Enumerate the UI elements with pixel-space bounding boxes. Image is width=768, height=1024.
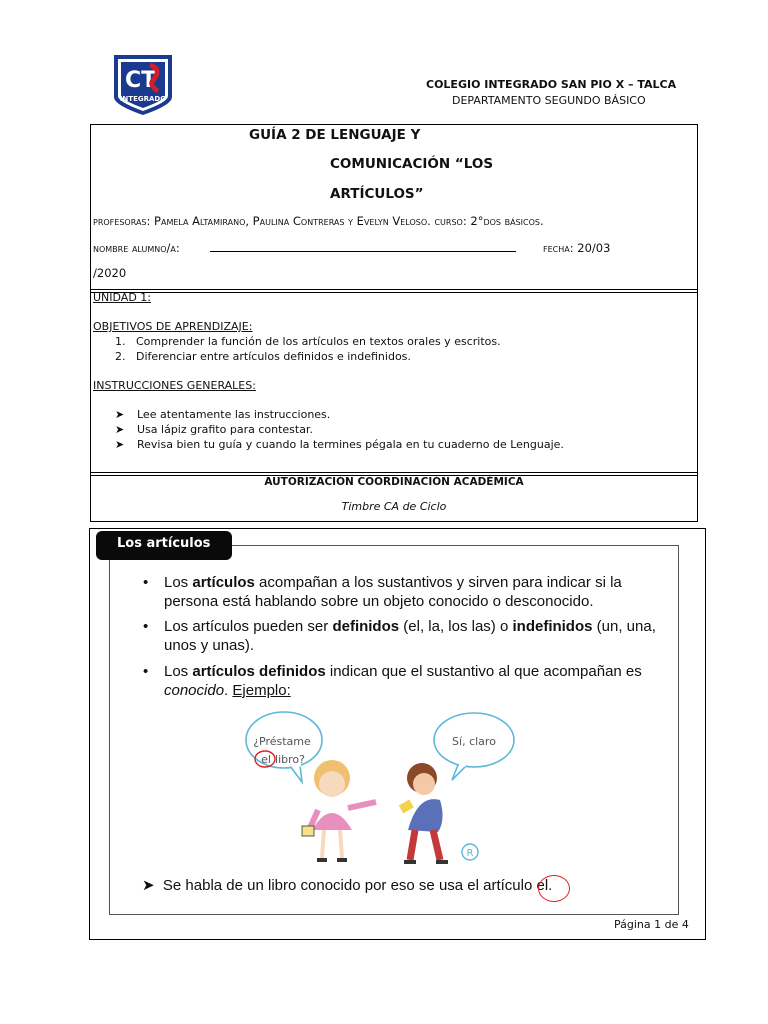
- objectives-heading: OBJETIVOS DE APRENDIZAJE:: [93, 320, 253, 333]
- course-label: curso:: [434, 214, 467, 228]
- date-row: [543, 241, 610, 255]
- lesson-tab-label: Los artículos: [96, 531, 232, 560]
- divider: [90, 289, 698, 290]
- school-name: COLEGIO INTEGRADO SAN PIO X – TALCA: [426, 78, 677, 91]
- department-name: DEPARTAMENTO SEGUNDO BÁSICO: [452, 94, 646, 107]
- instruction-item: ➤ Usa lápiz grafito para contestar.: [115, 423, 313, 436]
- instruction-item: ➤ Lee atentamente las instrucciones.: [115, 408, 331, 421]
- bullet-icon: •: [143, 663, 149, 680]
- course-value: 2°dos básicos.: [470, 214, 544, 228]
- bubble-left-article: el: [261, 753, 271, 766]
- bubble-right-text: Sí, claro: [452, 735, 496, 748]
- lesson-paragraph: • Los artículos pueden ser definidos (el, la, los las) o indefinidos (un, una, unos y unas).: [143, 618, 656, 654]
- lesson-paragraph: • Los artículos acompañan a los sustantivos y sirven para indicar si la persona está hablando sobre un objeto conocido o desconocido.: [143, 574, 622, 610]
- teachers-row: [93, 214, 544, 228]
- objective-item: [115, 335, 501, 348]
- arrow-bullet-icon: ➤: [115, 438, 125, 451]
- objective-number: 2.: [115, 350, 126, 363]
- guide-title-line-2: COMUNICACIÓN “LOS: [330, 156, 494, 172]
- school-logo: [110, 53, 176, 117]
- divider: [90, 472, 698, 473]
- dialogue-illustration: [240, 710, 530, 870]
- girl-figure: [302, 760, 376, 860]
- arrow-bullet-icon: ➤: [115, 423, 125, 436]
- bullet-icon: •: [143, 574, 149, 591]
- svg-text:CT: CT: [125, 68, 157, 93]
- authorization-heading: AUTORIZACIÓN COORDINACIÓN ACADÉMICA: [264, 476, 524, 488]
- divider: [90, 292, 698, 293]
- teachers-names: Pamela Altamirano, Paulina Contreras y Evelyn Veloso.: [154, 214, 431, 228]
- teachers-label: profesoras:: [93, 214, 151, 228]
- guide-title-line-1: GUÍA 2 DE LENGUAJE Y: [249, 127, 421, 143]
- lesson-conclusion: ➤ Se habla de un libro conocido por eso se usa el artículo el.: [142, 877, 553, 894]
- student-name-label: nombre alumno/a:: [93, 241, 180, 255]
- highlight-circle: [538, 875, 570, 902]
- stamp-label: Timbre CA de Ciclo: [341, 500, 447, 513]
- guide-title-line-3: ARTÍCULOS”: [330, 186, 424, 202]
- objective-item: [115, 350, 411, 363]
- instructions-heading: INSTRUCCIONES GENERALES:: [93, 379, 256, 392]
- logo-text: INTEGRADO: [119, 95, 167, 103]
- lesson-paragraph: • Los artículos definidos indican que el sustantivo al que acompañan es conocido. Ejemplo:: [143, 663, 642, 699]
- bubble-left-line2: libro?: [275, 753, 305, 766]
- date-year: /2020: [93, 266, 127, 280]
- svg-text:R: R: [466, 848, 474, 859]
- bubble-left-line1: ¿Préstame: [253, 735, 311, 748]
- bullet-icon: •: [143, 618, 149, 635]
- arrow-bullet-icon: ➤: [142, 877, 155, 894]
- arrow-bullet-icon: ➤: [115, 408, 125, 421]
- student-name-field[interactable]: [210, 251, 516, 252]
- unit-label: UNIDAD 1:: [93, 291, 151, 304]
- date-value: 20/03: [577, 241, 611, 255]
- boy-figure: [399, 763, 448, 862]
- objective-number: 1.: [115, 335, 126, 348]
- instruction-item: ➤ Revisa bien tu guía y cuando la termines pégala en tu cuaderno de Lenguaje.: [115, 438, 564, 451]
- objective-text: Comprender la función de los artículos en textos orales y escritos.: [136, 335, 501, 348]
- date-label: fecha:: [543, 241, 574, 255]
- circled-article: el.: [536, 877, 553, 894]
- objective-text: Diferenciar entre artículos definidos e indefinidos.: [136, 350, 411, 363]
- page-number: Página 1 de 4: [614, 918, 689, 931]
